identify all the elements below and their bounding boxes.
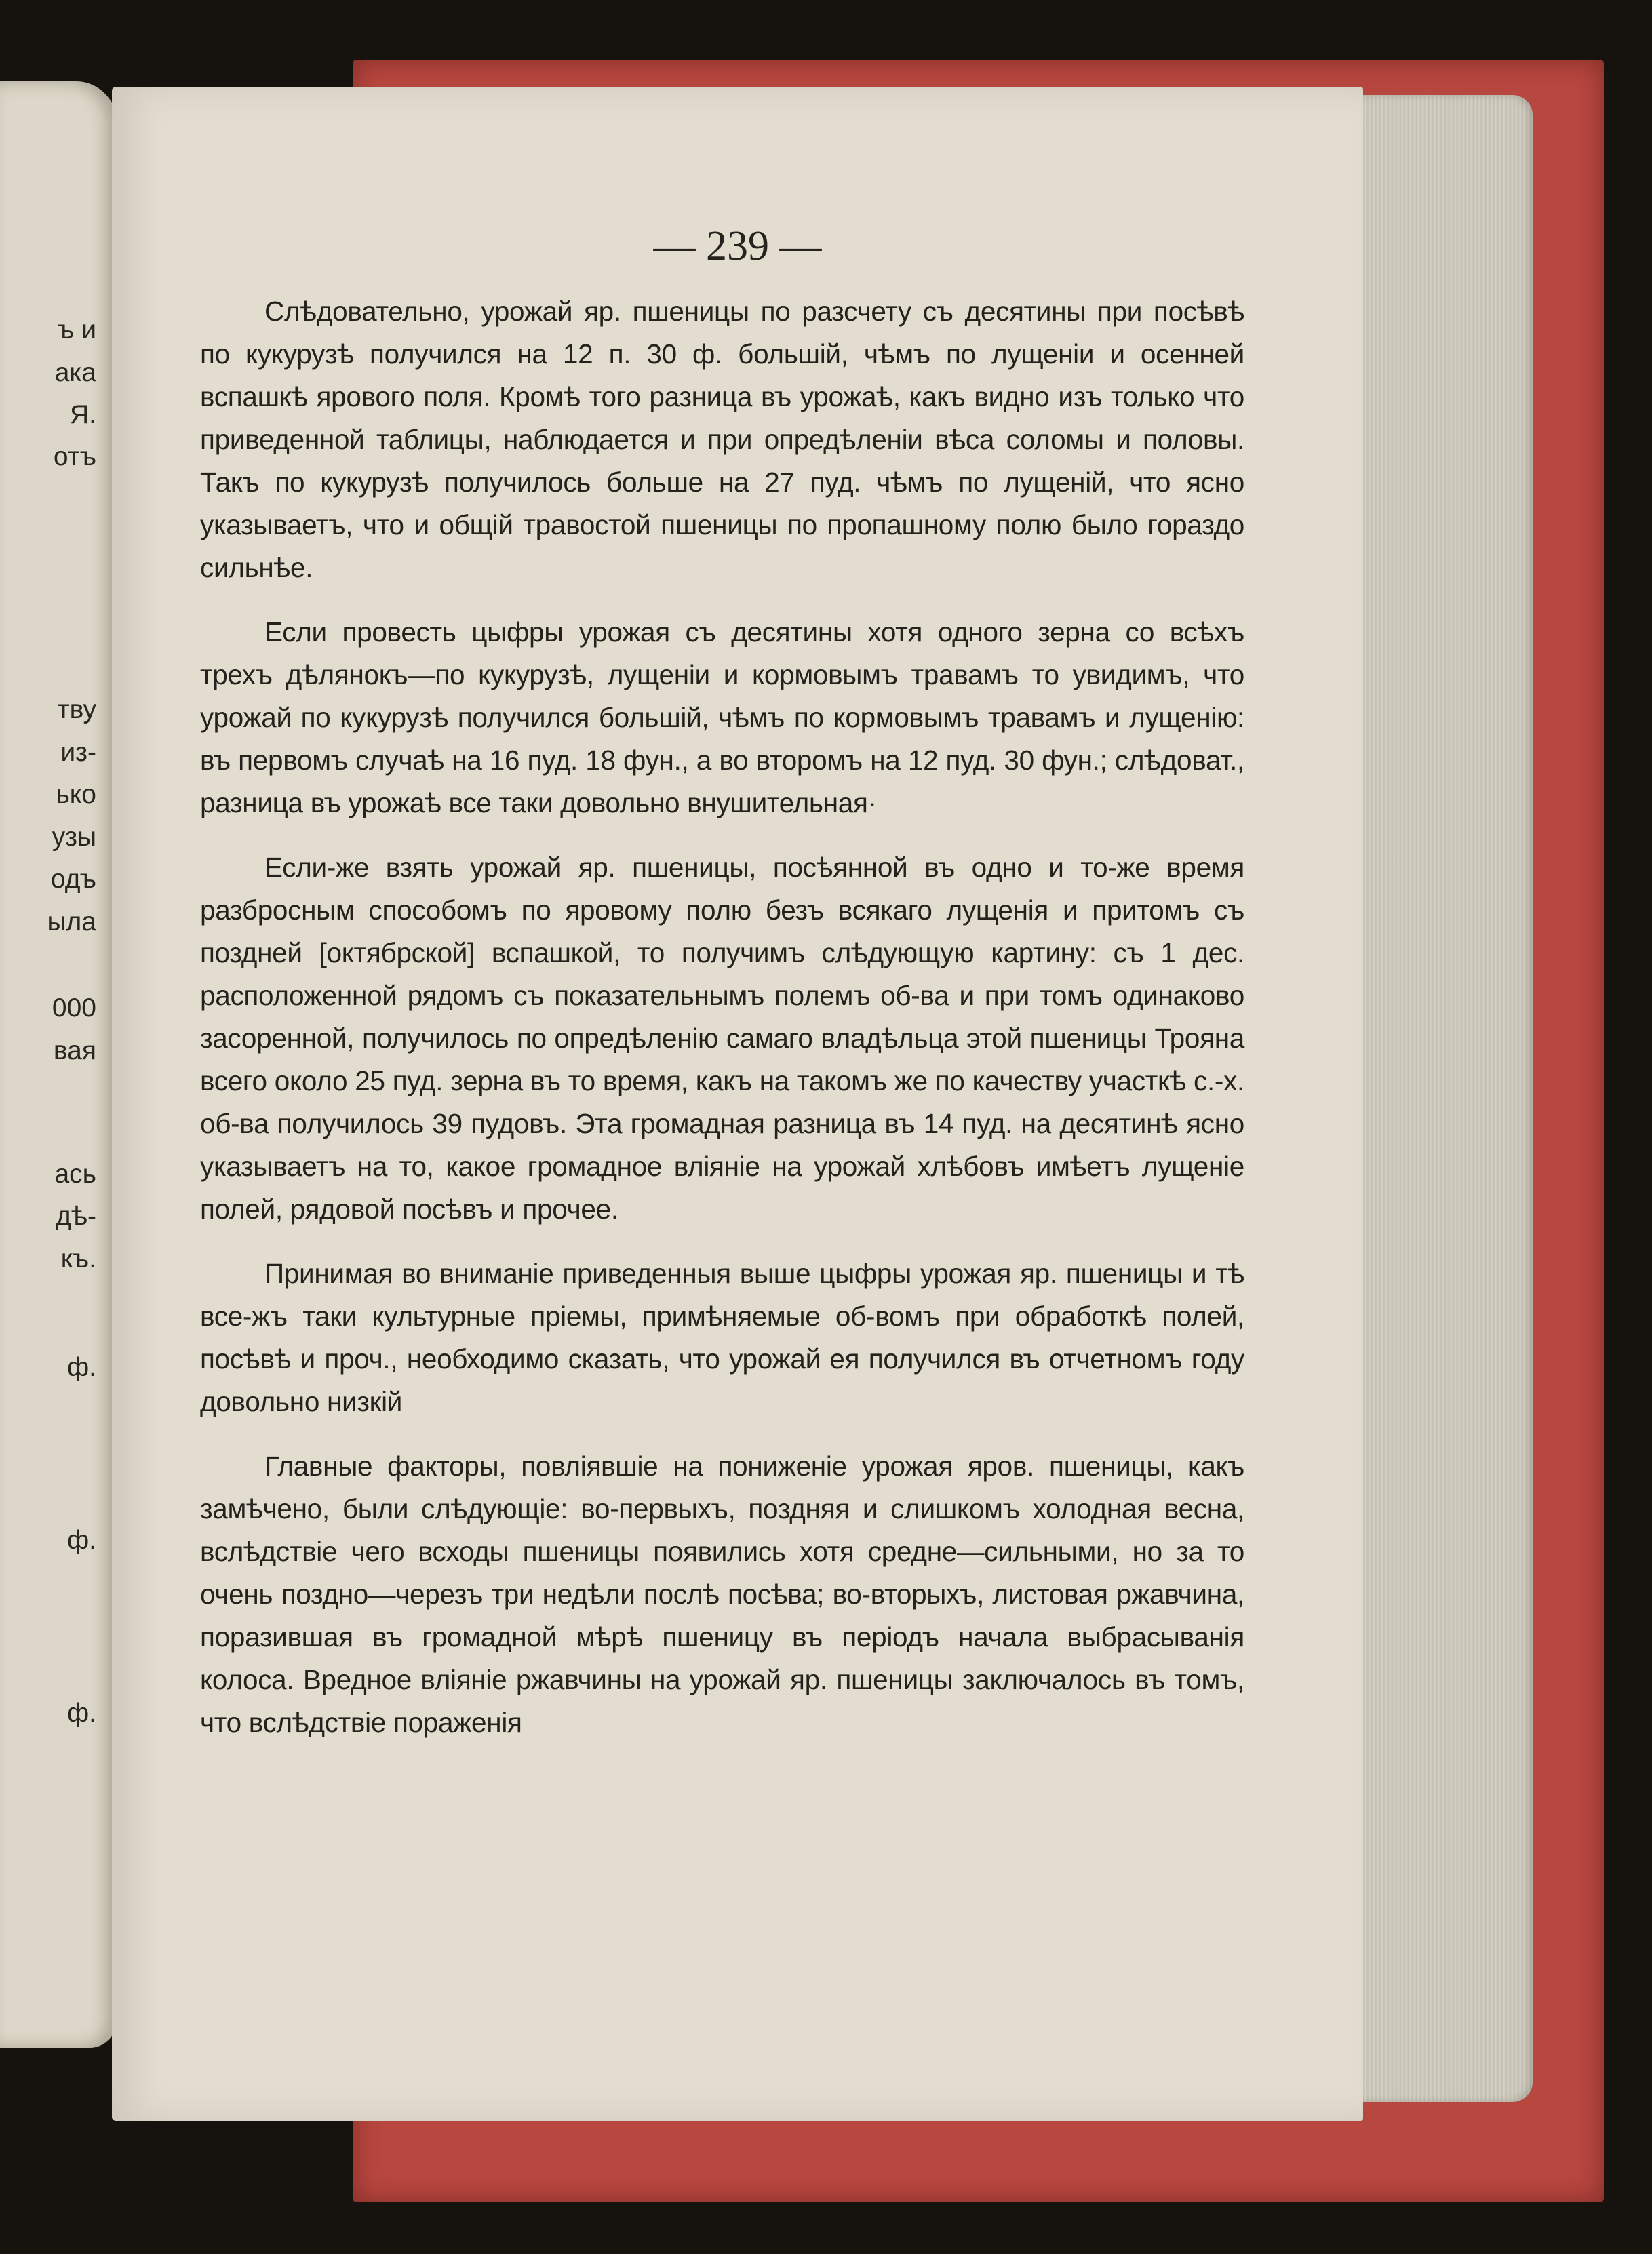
paragraph: Если-же взять урожай яр. пшеницы, посѣянной въ одно и то-же время разбросным способомъ по яровому полю безъ всякаго лущенія и притомъ съ поздней [октябрской] вспашкой, то получимъ слѣдующую картину: съ 1 дес. расположенной рядомъ съ показательнымъ полемъ об-ва и при томъ одинаково засоренной, получилось по опредѣленію самаго владѣльца этой пшеницы Трояна всего около 25 пуд. зерна въ то время, какъ на такомъ же по качеству участкѣ с.-х. об-ва получилось 39 пудовъ. Эта громадная разница въ 14 пуд. на десятинѣ ясно указываетъ на то, какое громадное вліяніе на урожай хлѣбовъ имѣетъ лущеніе полей, рядовой посѣвъ и прочее. — [200, 852, 1244, 1225]
left-page-fragment: ько — [56, 780, 96, 809]
left-page-fragment: ыла — [47, 907, 96, 936]
left-page-fragment: вая — [53, 1036, 96, 1065]
left-page-fragment: Я. — [70, 400, 96, 429]
left-page-fragment: ф. — [67, 1526, 96, 1555]
left-page-fragment: тву — [57, 695, 96, 724]
page-block-edge — [1350, 95, 1533, 2102]
left-page-fragment: одъ — [50, 865, 96, 894]
left-facing-page — [0, 81, 117, 2048]
left-page-fragment: ф. — [67, 1699, 96, 1728]
page-number: — 239 — — [653, 223, 822, 269]
paragraph: Если провесть цыфры урожая съ десятины хотя одного зерна со всѣхъ трехъ дѣлянокъ—по кукурузѣ, лущеніи и кормовымъ травамъ то увидимъ, что урожай по кукурузѣ получился большій, чѣмъ по кормовымъ травамъ и лущенію: въ первомъ случаѣ на 16 пуд. 18 фун., а во второмъ на 12 пуд. 30 фун.; слѣдоват., разница въ урожаѣ все таки довольно внушительная· — [200, 616, 1244, 818]
left-page-fragment: 000 — [52, 993, 96, 1023]
paragraph: Слѣдовательно, урожай яр. пшеницы по разсчету съ десятины при посѣвѣ по кукурузѣ получился на 12 п. 30 ф. большій, чѣмъ по лущеніи и осенней вспашкѣ ярового поля. Кромѣ того разница въ урожаѣ, какъ видно изъ только что приведенной таблицы, наблюдается и при опредѣленіи вѣса соломы и половы. Такъ по кукурузѣ получилось больше на 27 пуд. чѣмъ по лущеній, что ясно указываетъ, что и общій травостой пшеницы по пропашному полю было гораздо сильнѣе. — [200, 296, 1244, 583]
left-page-fragment: ака — [54, 358, 96, 387]
left-page-fragment: отъ — [53, 442, 96, 471]
left-page-fragment: дѣ- — [56, 1202, 96, 1231]
paragraph: Главные факторы, повліявшіе на пониженіе урожая яров. пшеницы, какъ замѣчено, были слѣдующіе: во-первыхъ, поздняя и слишкомъ холодная весна, вслѣдствіе чего всходы пшеницы появились хотя средне—сильными, но за то очень поздно—черезъ три недѣли послѣ посѣва; во-вторыхъ, листовая ржавчина, поразившая въ громадной мѣрѣ пшеницу въ періодъ начала выбрасыванія колоса. Вредное вліяніе ржавчины на урожай яр. пшеницы заключалось въ томъ, что вслѣдствіе пораженія — [200, 1450, 1244, 1738]
left-page-fragment: из- — [60, 738, 96, 767]
paragraph: Принимая во вниманіе приведенныя выше цыфры урожая яр. пшеницы и тѣ все-жъ таки культурные пріемы, примѣняемые об-вомъ при обработкѣ полей, посѣвѣ и проч., необходимо сказать, что урожай ея получился въ отчетномъ году довольно низкій — [200, 1258, 1244, 1417]
book-page — [112, 87, 1363, 2121]
left-page-fragment: ъ и — [58, 315, 96, 344]
page-body — [200, 290, 1244, 1766]
left-page-fragment: ф. — [67, 1353, 96, 1382]
left-page-fragment: узы — [52, 823, 96, 852]
left-page-fragment: ась — [54, 1160, 96, 1189]
left-page-fragment: къ. — [60, 1244, 96, 1273]
